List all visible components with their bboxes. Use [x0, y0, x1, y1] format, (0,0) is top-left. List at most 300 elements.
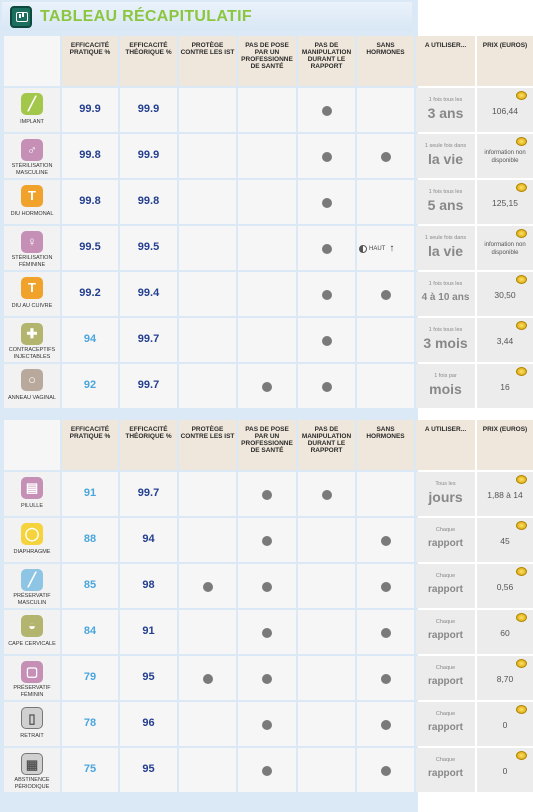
- coin-icon: [516, 613, 527, 622]
- cell-a-utiliser: [416, 518, 475, 562]
- filled-dot-icon: [381, 582, 391, 592]
- cell-pas-de-pose: [238, 472, 296, 516]
- table-row: [4, 180, 533, 224]
- cell-prix: [477, 134, 533, 178]
- cell-prix: [477, 88, 533, 132]
- diaphragme-icon: [21, 523, 43, 545]
- coin-icon: [516, 521, 527, 530]
- cell-a-utiliser: [416, 656, 475, 700]
- cell-protege-ist: [179, 748, 236, 792]
- cell-sans-hormones: [357, 702, 414, 746]
- cell-efficacite-theorique: [120, 472, 177, 516]
- frequency-value: la vie: [427, 151, 464, 167]
- filled-dot-icon: [381, 536, 391, 546]
- cell-pas-de-manipulation: [298, 226, 355, 270]
- filled-dot-icon: [381, 674, 391, 684]
- efficacite-pratique-value: 75: [83, 763, 97, 775]
- frequency-value: rapport: [428, 538, 463, 549]
- cell-name: [4, 272, 60, 316]
- diu-cuivre-icon: [21, 277, 43, 299]
- cell-protege-ist: [179, 272, 236, 316]
- page-title: TABLEAU RÉCAPITULATIF: [40, 7, 252, 25]
- table-row: [4, 272, 533, 316]
- header-efficacite-pratique: EFFICACITÉ PRATIQUE %: [62, 36, 118, 86]
- coin-icon: [516, 475, 527, 484]
- icon-glyph: ▯: [28, 711, 36, 726]
- price-value: information non disponible: [484, 242, 526, 256]
- filled-dot-icon: [262, 536, 272, 546]
- price-value: information non disponible: [484, 150, 526, 164]
- sterilisation-masculine-icon: [21, 139, 43, 161]
- cell-a-utiliser: [416, 564, 475, 608]
- header-efficacite-theorique: EFFICACITÉ THÉORIQUE %: [120, 36, 177, 86]
- coin-icon: [516, 705, 527, 714]
- cell-efficacite-theorique: [120, 564, 177, 608]
- icon-glyph: T: [28, 188, 36, 203]
- efficacite-theorique-value: 99.9: [137, 103, 160, 115]
- cell-pas-de-manipulation: [298, 748, 355, 792]
- price-value: 30,50: [494, 290, 516, 300]
- cell-pas-de-pose: [238, 748, 296, 792]
- price-value: 45: [500, 536, 510, 546]
- header-row: [4, 420, 533, 470]
- filled-dot-icon: [322, 106, 332, 116]
- filled-dot-icon: [262, 720, 272, 730]
- cell-protege-ist: [179, 610, 236, 654]
- table-row: [4, 88, 533, 132]
- frequency-value: 5 ans: [427, 197, 464, 213]
- frequency-label: Chaque: [435, 711, 456, 717]
- diu-hormonal-icon: [21, 185, 43, 207]
- coin-icon: [516, 659, 527, 668]
- icon-glyph: ◯: [24, 526, 40, 541]
- frequency-label: 1 fois tous les: [428, 189, 463, 195]
- efficacite-theorique-value: 98: [142, 579, 155, 591]
- cell-efficacite-theorique: [120, 518, 177, 562]
- cell-a-utiliser: [416, 610, 475, 654]
- cell-efficacite-pratique: [62, 226, 118, 270]
- efficacite-theorique-value: 95: [142, 763, 155, 775]
- cell-sans-hormones: [357, 134, 414, 178]
- cell-pas-de-manipulation: [298, 656, 355, 700]
- cell-sans-hormones: [357, 656, 414, 700]
- filled-dot-icon: [322, 290, 332, 300]
- cell-pas-de-manipulation: [298, 318, 355, 362]
- header-prix: PRIX (EUROS): [477, 36, 533, 86]
- coin-icon: [516, 367, 527, 376]
- calendar-icon: [10, 6, 32, 28]
- coin-icon: [516, 91, 527, 100]
- cell-efficacite-theorique: [120, 702, 177, 746]
- method-name: PRÉSERVATIF MASCULIN: [13, 593, 51, 606]
- cell-efficacite-theorique: [120, 88, 177, 132]
- cell-pas-de-pose: [238, 702, 296, 746]
- filled-dot-icon: [203, 582, 213, 592]
- price-value: 0,56: [496, 582, 514, 592]
- method-name: ANNEAU VAGINAL: [8, 395, 56, 401]
- header-sans-hormones: SANS HORMONES: [357, 420, 414, 470]
- cell-a-utiliser: [416, 472, 475, 516]
- table-row: [4, 610, 533, 654]
- cell-pas-de-manipulation: [298, 610, 355, 654]
- efficacite-pratique-value: 99.5: [79, 241, 101, 253]
- header-row: [4, 36, 533, 86]
- retrait-icon: [21, 707, 43, 729]
- icon-glyph: ♂: [27, 142, 37, 157]
- filled-dot-icon: [262, 382, 272, 392]
- frequency-value: mois: [429, 381, 462, 397]
- cell-protege-ist: [179, 88, 236, 132]
- header-pas-de-pose: PAS DE POSE PAR UN PROFESSIONNE DE SANTÉ: [238, 36, 296, 86]
- cell-name: [4, 518, 60, 562]
- cell-pas-de-manipulation: [298, 134, 355, 178]
- cell-prix: [477, 226, 533, 270]
- header-name: [4, 420, 60, 470]
- filled-dot-icon: [262, 628, 272, 638]
- header-name: [4, 36, 60, 86]
- efficacite-pratique-value: 91: [83, 487, 97, 499]
- price-value: 8,70: [496, 674, 514, 684]
- efficacite-theorique-value: 95: [142, 671, 155, 683]
- cell-efficacite-pratique: [62, 180, 118, 224]
- cell-a-utiliser: [416, 702, 475, 746]
- up-arrow-icon: ↑: [389, 243, 395, 254]
- frequency-label: 1 seule fois dans: [424, 143, 467, 149]
- cell-prix: [477, 748, 533, 792]
- cell-a-utiliser: [416, 180, 475, 224]
- price-value: 125,15: [492, 198, 518, 208]
- cell-name: [4, 364, 60, 408]
- cell-sans-hormones: [357, 564, 414, 608]
- cell-efficacite-pratique: [62, 702, 118, 746]
- anneau-vaginal-icon: [21, 369, 43, 391]
- cell-pas-de-manipulation: [298, 180, 355, 224]
- cell-a-utiliser: [416, 134, 475, 178]
- efficacite-pratique-value: 84: [83, 625, 97, 637]
- frequency-label: Chaque: [435, 527, 456, 533]
- injectable-icon: [21, 323, 43, 345]
- coin-icon: [516, 183, 527, 192]
- cell-efficacite-theorique: [120, 748, 177, 792]
- cell-efficacite-pratique: [62, 748, 118, 792]
- efficacite-pratique-value: 99.8: [79, 149, 101, 161]
- efficacite-pratique-value: 92: [83, 379, 97, 391]
- cell-a-utiliser: [416, 364, 475, 408]
- frequency-label: Chaque: [435, 757, 456, 763]
- price-value: 106,44: [492, 106, 518, 116]
- cell-prix: [477, 472, 533, 516]
- half-circle-icon: [359, 245, 367, 253]
- cell-pas-de-manipulation: [298, 88, 355, 132]
- filled-dot-icon: [381, 720, 391, 730]
- table-row: [4, 656, 533, 700]
- cell-efficacite-theorique: [120, 364, 177, 408]
- cell-name: [4, 610, 60, 654]
- implant-icon: [21, 93, 43, 115]
- method-name: STÉRILISATION MASCULINE: [11, 163, 53, 176]
- icon-glyph: ○: [28, 372, 36, 387]
- cell-efficacite-pratique: [62, 318, 118, 362]
- frequency-value: rapport: [428, 630, 463, 641]
- frequency-label: 1 seule fois dans: [424, 235, 467, 241]
- cell-protege-ist: [179, 180, 236, 224]
- cell-pas-de-pose: [238, 656, 296, 700]
- cell-efficacite-pratique: [62, 656, 118, 700]
- cell-protege-ist: [179, 318, 236, 362]
- cell-prix: [477, 656, 533, 700]
- cell-a-utiliser: [416, 272, 475, 316]
- frequency-label: Tous les: [435, 481, 456, 487]
- frequency-value: 3 ans: [427, 105, 464, 121]
- frequency-value: 4 à 10 ans: [421, 292, 470, 303]
- haut-label: HAUT: [369, 245, 386, 252]
- price-value: 1,88 à 14: [487, 490, 523, 500]
- cell-protege-ist: [179, 656, 236, 700]
- cell-name: [4, 88, 60, 132]
- cell-pas-de-pose: [238, 180, 296, 224]
- cell-pas-de-manipulation: [298, 272, 355, 316]
- filled-dot-icon: [322, 490, 332, 500]
- method-name: DIAPHRAGME: [13, 549, 51, 555]
- cell-name: [4, 180, 60, 224]
- header-prix: PRIX (EUROS): [477, 420, 533, 470]
- cell-efficacite-pratique: [62, 564, 118, 608]
- cell-pas-de-pose: [238, 88, 296, 132]
- method-name: DIU HORMONAL: [10, 211, 54, 217]
- cape-cervicale-icon: [21, 615, 43, 637]
- cell-efficacite-theorique: [120, 180, 177, 224]
- cell-a-utiliser: [416, 318, 475, 362]
- frequency-label: 1 fois tous les: [428, 281, 463, 287]
- cell-prix: [477, 610, 533, 654]
- cell-name: [4, 134, 60, 178]
- table-row: [4, 748, 533, 792]
- table-row: [4, 564, 533, 608]
- icon-glyph: ▢: [25, 664, 39, 679]
- cell-sans-hormones: [357, 364, 414, 408]
- cell-prix: [477, 364, 533, 408]
- cell-protege-ist: [179, 702, 236, 746]
- header-efficacite-pratique: EFFICACITÉ PRATIQUE %: [62, 420, 118, 470]
- filled-dot-icon: [322, 336, 332, 346]
- efficacite-theorique-value: 99.5: [137, 241, 160, 253]
- cell-protege-ist: [179, 226, 236, 270]
- price-value: 0: [502, 766, 508, 776]
- cell-name: [4, 564, 60, 608]
- cell-sans-hormones: [357, 180, 414, 224]
- cell-sans-hormones: [357, 88, 414, 132]
- frequency-label: Chaque: [435, 619, 456, 625]
- icon-glyph: ▤: [25, 480, 39, 495]
- cell-efficacite-pratique: [62, 364, 118, 408]
- efficacite-pratique-value: 99.2: [79, 287, 101, 299]
- filled-dot-icon: [322, 382, 332, 392]
- method-name: STÉRILISATION FÉMININE: [11, 255, 53, 268]
- cell-efficacite-theorique: [120, 318, 177, 362]
- header-pas-de-manipulation: PAS DE MANIPULATION DURANT LE RAPPORT: [298, 420, 355, 470]
- method-name: CAPE CERVICALE: [8, 641, 56, 647]
- cell-efficacite-pratique: [62, 134, 118, 178]
- abstinence-icon: [21, 753, 43, 775]
- frequency-value: 3 mois: [423, 335, 468, 351]
- header-protege-ist: PROTÈGE CONTRE LES IST: [179, 420, 236, 470]
- pilule-icon: [21, 477, 43, 499]
- price-value: 0: [502, 720, 508, 730]
- table-row: [4, 472, 533, 516]
- cell-pas-de-pose: [238, 272, 296, 316]
- icon-glyph: ◒: [28, 618, 36, 633]
- cell-pas-de-manipulation: [298, 472, 355, 516]
- method-name: CONTRACEPTIFS INJECTABLES: [8, 347, 56, 360]
- icon-glyph: ╱: [28, 572, 36, 587]
- cell-efficacite-pratique: [62, 610, 118, 654]
- coin-icon: [516, 229, 527, 238]
- frequency-label: 1 fois tous les: [428, 97, 463, 103]
- efficacite-theorique-value: 99.7: [137, 333, 160, 345]
- cell-prix: [477, 318, 533, 362]
- cell-prix: [477, 180, 533, 224]
- cell-sans-hormones: [357, 610, 414, 654]
- cell-name: [4, 318, 60, 362]
- header-pas-de-pose: PAS DE POSE PAR UN PROFESSIONNE DE SANTÉ: [238, 420, 296, 470]
- cell-prix: [477, 272, 533, 316]
- efficacite-pratique-value: 79: [83, 671, 97, 683]
- frequency-value: jours: [428, 489, 463, 505]
- cell-efficacite-theorique: [120, 226, 177, 270]
- icon-glyph: ✚: [26, 326, 38, 341]
- table-row: [4, 702, 533, 746]
- cell-efficacite-theorique: [120, 134, 177, 178]
- frequency-value: rapport: [428, 768, 463, 779]
- cell-efficacite-pratique: [62, 472, 118, 516]
- cell-a-utiliser: [416, 748, 475, 792]
- coin-icon: [516, 275, 527, 284]
- efficacite-theorique-value: 99.7: [137, 379, 160, 391]
- filled-dot-icon: [381, 152, 391, 162]
- coin-icon: [516, 751, 527, 760]
- icon-glyph: T: [28, 280, 36, 295]
- cell-pas-de-pose: [238, 226, 296, 270]
- cell-a-utiliser: [416, 88, 475, 132]
- icon-glyph: ▦: [25, 757, 39, 772]
- cell-protege-ist: [179, 472, 236, 516]
- efficacite-pratique-value: 99.8: [79, 195, 101, 207]
- preservatif-feminin-icon: [21, 661, 43, 683]
- efficacite-theorique-value: 91: [142, 625, 155, 637]
- cell-pas-de-pose: [238, 564, 296, 608]
- cell-name: [4, 226, 60, 270]
- cell-sans-hormones: [357, 272, 414, 316]
- frequency-value: rapport: [428, 722, 463, 733]
- filled-dot-icon: [203, 674, 213, 684]
- icon-glyph: ♀: [27, 234, 37, 249]
- frequency-label: 1 fois tous les: [428, 327, 463, 333]
- efficacite-pratique-value: 99.9: [79, 103, 101, 115]
- table-row: [4, 364, 533, 408]
- header-sans-hormones: SANS HORMONES: [357, 36, 414, 86]
- price-value: 3,44: [496, 336, 514, 346]
- cell-sans-hormones: [357, 318, 414, 362]
- cell-protege-ist: [179, 518, 236, 562]
- filled-dot-icon: [381, 290, 391, 300]
- frequency-value: la vie: [427, 243, 464, 259]
- coin-icon: [516, 567, 527, 576]
- cell-protege-ist: [179, 134, 236, 178]
- header-a-utiliser: A UTILISER...: [416, 36, 475, 86]
- frequency-label: Chaque: [435, 573, 456, 579]
- cell-pas-de-manipulation: [298, 564, 355, 608]
- efficacite-pratique-value: 88: [83, 533, 97, 545]
- efficacite-theorique-value: 94: [142, 533, 155, 545]
- efficacite-theorique-value: 99.9: [137, 149, 160, 161]
- cell-name: [4, 702, 60, 746]
- cell-efficacite-theorique: [120, 272, 177, 316]
- efficacite-theorique-value: 96: [142, 717, 155, 729]
- preservatif-masculin-icon: [21, 569, 43, 591]
- cell-efficacite-theorique: [120, 656, 177, 700]
- cell-efficacite-pratique: [62, 518, 118, 562]
- filled-dot-icon: [262, 490, 272, 500]
- icon-glyph: ╱: [28, 96, 36, 111]
- table-row: [4, 134, 533, 178]
- price-value: 60: [500, 628, 510, 638]
- header-a-utiliser: A UTILISER...: [416, 420, 475, 470]
- header-efficacite-theorique: EFFICACITÉ THÉORIQUE %: [120, 420, 177, 470]
- frequency-value: rapport: [428, 584, 463, 595]
- cell-name: [4, 748, 60, 792]
- filled-dot-icon: [381, 628, 391, 638]
- method-name: PRÉSERVATIF FÉMININ: [13, 685, 51, 698]
- cell-pas-de-pose: [238, 364, 296, 408]
- frequency-label: 1 fois par: [434, 373, 457, 379]
- sterilisation-feminine-icon: [21, 231, 43, 253]
- cell-prix: [477, 518, 533, 562]
- coin-icon: [516, 321, 527, 330]
- cell-efficacite-theorique: [120, 610, 177, 654]
- filled-dot-icon: [262, 582, 272, 592]
- table-row: [4, 318, 533, 362]
- frequency-value: rapport: [428, 676, 463, 687]
- method-name: PILULLE: [20, 503, 43, 509]
- header-protege-ist: PROTÈGE CONTRE LES IST: [179, 36, 236, 86]
- price-value: 16: [500, 382, 510, 392]
- cell-pas-de-manipulation: [298, 702, 355, 746]
- filled-dot-icon: [322, 198, 332, 208]
- efficacite-pratique-value: 78: [83, 717, 97, 729]
- coin-icon: [516, 137, 527, 146]
- efficacite-theorique-value: 99.4: [137, 287, 160, 299]
- cell-efficacite-pratique: [62, 272, 118, 316]
- cell-protege-ist: [179, 364, 236, 408]
- efficacite-theorique-value: 99.7: [137, 487, 160, 499]
- cell-sans-hormones: [357, 518, 414, 562]
- cell-prix: [477, 564, 533, 608]
- haut-indicator[interactable]: [359, 243, 394, 254]
- method-name: IMPLANT: [20, 119, 44, 125]
- cell-efficacite-pratique: [62, 88, 118, 132]
- filled-dot-icon: [262, 766, 272, 776]
- filled-dot-icon: [322, 244, 332, 254]
- cell-pas-de-pose: [238, 318, 296, 362]
- filled-dot-icon: [322, 152, 332, 162]
- efficacite-theorique-value: 99.8: [137, 195, 160, 207]
- cell-pas-de-pose: [238, 610, 296, 654]
- cell-name: [4, 472, 60, 516]
- table-row: [4, 518, 533, 562]
- cell-a-utiliser: [416, 226, 475, 270]
- efficacite-pratique-value: 94: [83, 333, 97, 345]
- cell-prix: [477, 702, 533, 746]
